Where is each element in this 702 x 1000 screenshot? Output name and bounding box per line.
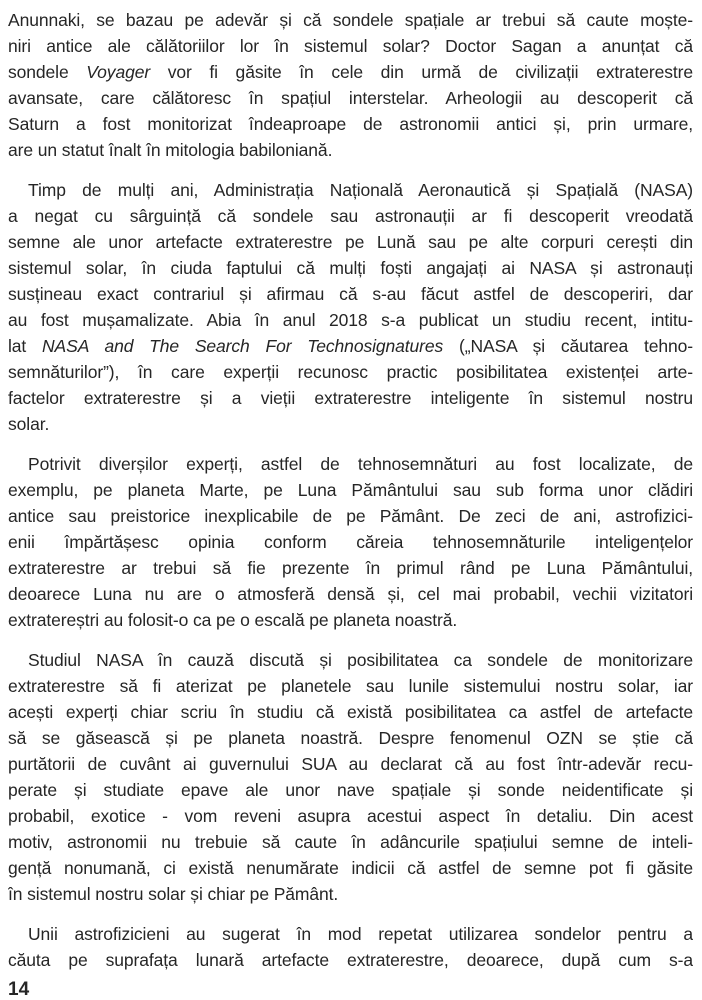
text-line: [8, 281, 693, 307]
italic-text-segment: NASA and The Search For Technosignatures: [42, 336, 444, 356]
text-segment: avansate, care călătoresc în spațiul interstelar. Arheologii au descoperit că: [8, 88, 693, 108]
text-segment: sistemul solar, în ciuda faptului că mulți foști angajați ai NASA și astronauți: [8, 258, 693, 278]
text-line: [8, 581, 693, 607]
text-line: [8, 7, 693, 33]
text-line: [8, 59, 693, 85]
text-line: [8, 385, 693, 411]
text-line: [8, 699, 693, 725]
text-line: [8, 359, 693, 385]
text-line: [8, 477, 693, 503]
text-segment: enii împărtășesc opinia conform căreia tehnosemnăturile inteligențelor: [8, 532, 693, 552]
text-segment: solar.: [8, 414, 50, 434]
text-line: [8, 111, 693, 137]
text-segment: vor fi găsite în cele din urmă de civilizații extraterestre: [150, 62, 693, 82]
text-line: [8, 85, 693, 111]
text-segment: extraterestre ar trebui să fie prezente în primul rând pe Luna Pământului,: [8, 558, 693, 578]
page-number: 14: [8, 979, 30, 1000]
text-segment: gență nonumană, ci există nenumărate indicii că astfel de semne pot fi găsite: [8, 858, 693, 878]
text-line: [8, 855, 693, 881]
text-segment: semne ale unor artefacte extraterestre pe Lună sau pe alte corpuri cerești din: [8, 232, 693, 252]
text-segment: susțineau exact contrariul și afirmau că s-au făcut astfel de descoperiri, dar: [8, 284, 693, 304]
text-segment: sondele: [8, 62, 87, 82]
text-line: [8, 307, 693, 333]
text-line: [8, 255, 693, 281]
text-segment: probabil, exotice - vom reveni asupra acestui aspect în detaliu. Din acest: [8, 806, 693, 826]
text-segment: antice sau preistorice inexplicabile de pe Pământ. De zeci de ani, astrofizici-: [8, 506, 693, 526]
text-segment: Unii astrofizicieni au sugerat în mod repetat utilizarea sondelor pentru a: [28, 924, 693, 944]
text-segment: Anunnaki, se bazau pe adevăr și că sondele spațiale ar trebui să caute moște-: [8, 10, 693, 30]
text-segment: extratereștri au folosit-o ca pe o escală pe planeta noastră.: [8, 610, 458, 630]
paragraph: [8, 7, 693, 163]
text-segment: motiv, astronomii nu trebuie să caute în adâncurile spațiului semne de inteli-: [8, 832, 693, 852]
text-segment: Saturn a fost monitorizat îndeaproape de astronomii antici și, prin urmare,: [8, 114, 693, 134]
text-segment: Studiul NASA în cauză discută și posibilitatea ca sondele de monitorizare: [28, 650, 693, 670]
text-line: [8, 177, 693, 203]
text-line: [8, 229, 693, 255]
text-line: [8, 803, 693, 829]
text-line: [8, 333, 693, 359]
text-line: [8, 503, 693, 529]
text-segment: Potrivit diverșilor experți, astfel de tehnosemnături au fost localizate, de: [28, 454, 693, 474]
text-segment: are un statut înalt în mitologia babiloniană.: [8, 140, 333, 160]
text-line: [8, 529, 693, 555]
text-segment: căuta pe suprafața lunară artefacte extraterestre, deoarece, după cum s-a: [8, 950, 693, 970]
text-segment: în sistemul nostru solar și chiar pe Pământ.: [8, 884, 339, 904]
text-segment: niri antice ale călătoriilor lor în sistemul solar? Doctor Sagan a anunțat că: [8, 36, 693, 56]
text-segment: purtătorii de cuvânt ai guvernului SUA au declarat că au fost într-adevăr recu-: [8, 754, 693, 774]
text-line: [8, 607, 693, 633]
paragraph: [8, 921, 693, 973]
text-line: [8, 33, 693, 59]
text-segment: au fost mușamalizate. Abia în anul 2018 s-a publicat un studiu recent, intitu-: [8, 310, 693, 330]
text-line: [8, 947, 693, 973]
text-line: [8, 451, 693, 477]
text-segment: perate și studiate epave ale unor nave spațiale și sonde neidentificate și: [8, 780, 693, 800]
text-line: [8, 881, 693, 907]
text-line: [8, 777, 693, 803]
text-line: [8, 751, 693, 777]
text-segment: a negat cu sârguință că sondele sau astronauții ar fi descoperit vreodată: [8, 206, 693, 226]
italic-text-segment: Voyager: [86, 62, 151, 82]
paragraph: [8, 451, 693, 633]
text-segment: exemplu, pe planeta Marte, pe Luna Pământului sau sub forma unor clădiri: [8, 480, 693, 500]
text-segment: („NASA și căutarea tehno-: [443, 336, 693, 356]
text-segment: extraterestre să fi aterizat pe planetele sau lunile sistemului nostru solar, iar: [8, 676, 693, 696]
text-segment: semnăturilor”), în care experții recunosc practic posibilitatea existenței arte-: [8, 362, 693, 382]
text-segment: deoarece Luna nu are o atmosferă densă și, cel mai probabil, vechii vizitatori: [8, 584, 693, 604]
text-line: [8, 203, 693, 229]
text-segment: să se găsească și pe planeta noastră. Despre fenomenul OZN se știe că: [8, 728, 693, 748]
text-line: [8, 921, 693, 947]
text-line: [8, 647, 693, 673]
text-segment: Timp de mulți ani, Administrația Națională Aeronautică și Spațială (NASA): [28, 180, 693, 200]
text-line: [8, 829, 693, 855]
page-text: [8, 7, 693, 973]
text-line: [8, 137, 693, 163]
text-line: [8, 411, 693, 437]
paragraph: [8, 177, 693, 437]
text-line: [8, 725, 693, 751]
paragraph: [8, 647, 693, 907]
text-line: [8, 673, 693, 699]
text-line: [8, 555, 693, 581]
text-segment: lat: [8, 336, 43, 356]
text-segment: factelor extraterestre și a vieții extraterestre inteligente în sistemul nostru: [8, 388, 693, 408]
text-segment: acești experți chiar scriu în studiu că există posibilitatea ca astfel de artefacte: [8, 702, 693, 722]
